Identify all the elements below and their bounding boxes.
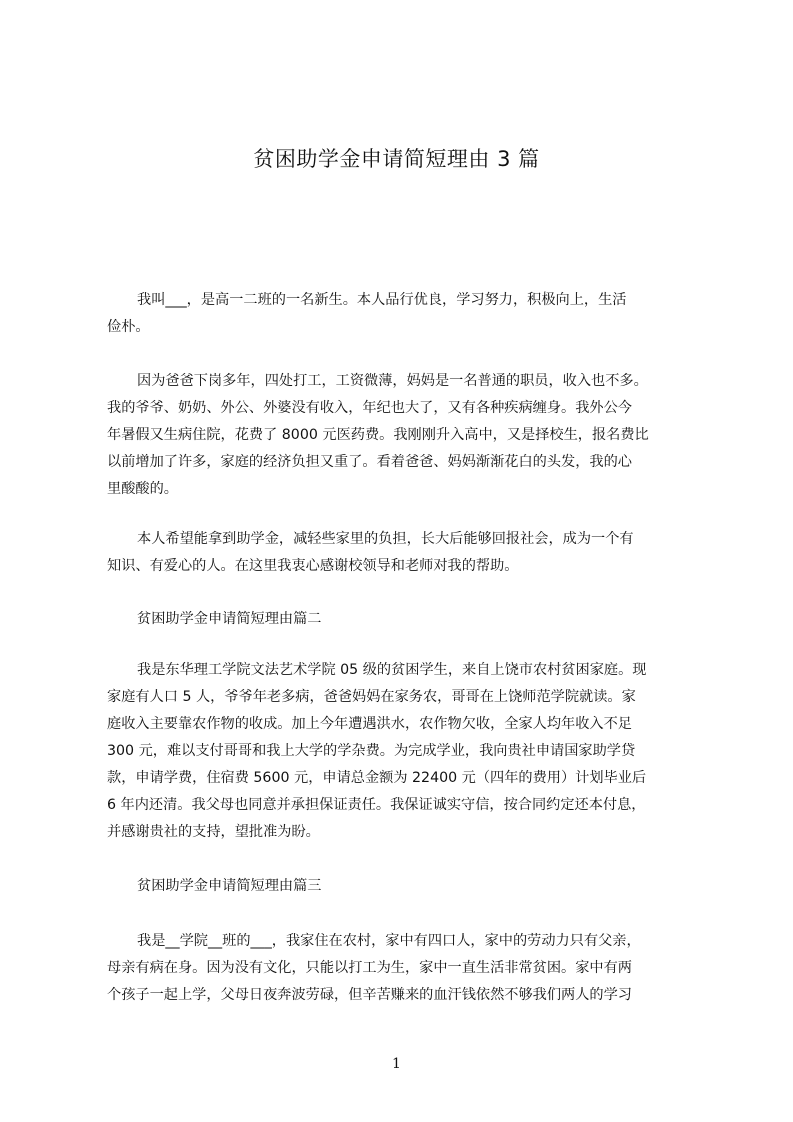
paragraph-line: 并感谢贵社的支持，望批准为盼。 — [107, 824, 320, 840]
paragraph-line: 以前增加了许多，家庭的经济负担又重了。看着爸爸、妈妈渐渐花白的头发，我的心 — [107, 454, 632, 470]
paragraph-line: 我叫___，是高一二班的一名新生。本人品行优良，学习努力，积极向上，生活 — [137, 292, 627, 308]
paragraph-line: 本人希望能拿到助学金，减轻些家里的负担，长大后能够回报社会，成为一个有 — [137, 531, 634, 547]
paragraph-line: 家庭有人口 5 人，爷爷年老多病，爸爸妈妈在家务农，哥哥在上饶师范学院就读。家 — [107, 689, 636, 705]
paragraph-3 — [107, 526, 697, 580]
paragraph-5 — [107, 928, 697, 1009]
document-title: 贫困助学金申请简短理由 3 篇 — [253, 147, 540, 171]
section-heading-3: 贫困助学金申请简短理由篇三 — [137, 878, 322, 894]
paragraph-line: 6 年内还清。我父母也同意并承担保证责任。我保证诚实守信，按合同约定还本付息， — [107, 797, 646, 813]
paragraph-line: 母亲有病在身。因为没有文化，只能以打工为生，家中一直生活非常贫困。家中有两 — [107, 960, 632, 976]
paragraph-line: 我的爷爷、奶奶、外公、外婆没有收入，年纪也大了，又有各种疾病缠身。我外公今 — [107, 400, 632, 416]
paragraph-line: 俭朴。 — [107, 319, 150, 335]
page-number: 1 — [392, 1056, 401, 1072]
paragraph-line: 300 元，难以支付哥哥和我上大学的学杂费。为完成学业，我向贵社申请国家助学贷 — [107, 743, 636, 759]
section-heading-2: 贫困助学金申请简短理由篇二 — [137, 611, 322, 627]
paragraph-line: 里酸酸的。 — [107, 481, 178, 497]
paragraph-line: 我是东华理工学院文法艺术学院 05 级的贫困学生，来自上饶市农村贫困家庭。现 — [137, 662, 647, 678]
paragraph-4 — [107, 657, 697, 846]
paragraph-line: 个孩子一起上学，父母日夜奔波劳碌，但辛苦赚来的血汗钱依然不够我们两人的学习 — [107, 987, 632, 1003]
paragraph-2 — [107, 368, 697, 503]
paragraph-line: 因为爸爸下岗多年，四处打工，工资微薄，妈妈是一名普通的职员，收入也不多。 — [137, 373, 648, 389]
paragraph-1 — [107, 287, 697, 341]
paragraph-line: 年暑假又生病住院，花费了 8000 元医药费。我刚刚升入高中，又是择校生，报名费比 — [107, 427, 649, 443]
paragraph-line: 款，申请学费，住宿费 5600 元，申请总金额为 22400 元（四年的费用）计划毕业后 — [107, 770, 647, 786]
paragraph-line: 我是__学院__班的___，我家住在农村，家中有四口人，家中的劳动力只有父亲， — [137, 933, 641, 949]
paragraph-line: 知识、有爱心的人。在这里我衷心感谢校领导和老师对我的帮助。 — [107, 558, 519, 574]
paragraph-line: 庭收入主要靠农作物的收成。加上今年遭遇洪水，农作物欠收，全家人均年收入不足 — [107, 716, 632, 732]
